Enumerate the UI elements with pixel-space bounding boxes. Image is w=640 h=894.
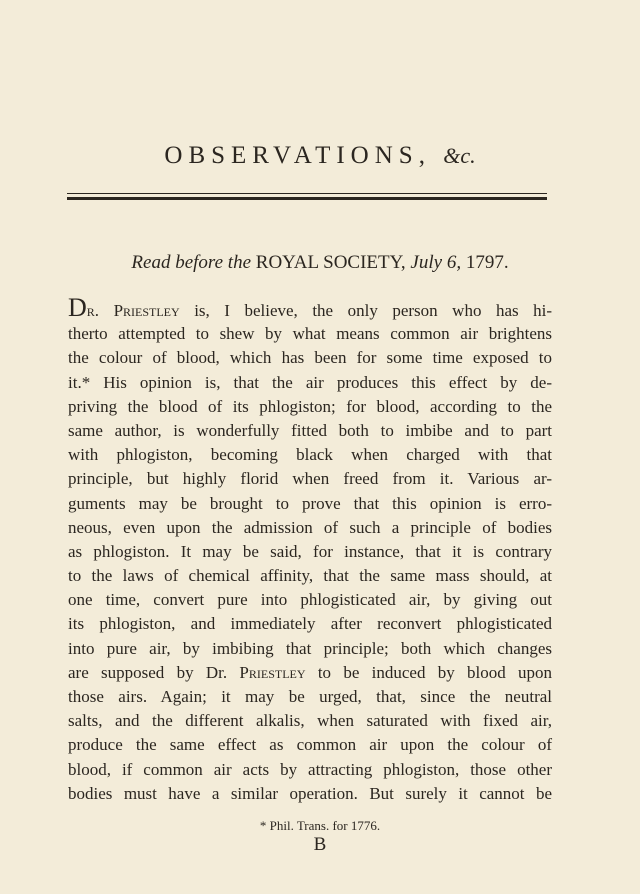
society-name: ROYAL SOCIETY,	[255, 252, 406, 273]
name-priestley: Priestley	[113, 301, 180, 320]
text-line: neous, even upon the admission of such a principle of bodies	[68, 517, 552, 537]
text-line: bodies must have a similar operation. But surely it cannot be	[68, 783, 552, 803]
footnote: * Phil. Trans. for 1776.	[259, 818, 381, 833]
text-line: into pure air, by imbibing that principle; both which changes	[68, 638, 552, 658]
text-line: same author, is wonderfully fitted both to imbibe and to part	[68, 420, 552, 440]
text-line: the colour of blood, which has been for some time exposed to	[68, 348, 552, 368]
body-paragraph	[68, 293, 553, 806]
signature-mark: B	[313, 834, 327, 855]
text-line: one time, convert pure into phlogisticated air, by giving out	[68, 590, 552, 610]
read-date: July 6,	[410, 252, 462, 273]
text-line: its phlogiston, and immediately after reconvert phlogisticated	[68, 614, 552, 634]
text-line-1	[68, 293, 553, 322]
text-line: as phlogiston. It may be said, for instance, that it is contrary	[68, 541, 552, 561]
title-text: OBSERVATIONS,	[164, 142, 431, 169]
text-line: produce the same effect as common air upon the colour of	[68, 735, 552, 755]
text-line: priving the blood of its phlogiston; for blood, according to the	[68, 396, 552, 416]
text-line: therto attempted to shew by what means common air brightens	[68, 324, 552, 344]
text-line: to the laws of chemical affinity, that the same mass should, at	[68, 566, 552, 586]
text-line: guments may be brought to prove that this opinion is erro-	[68, 493, 552, 513]
line-1-rest: is, I believe, the only person who has hi-	[194, 301, 553, 320]
text-line: blood, if common air acts by attracting phlogiston, those other	[68, 759, 552, 779]
drop-cap-rest: r.	[86, 301, 100, 320]
text-line: it.* His opinion is, that the air produces this effect by de-	[68, 372, 552, 392]
text-line: those airs. Again; it may be urged, that, since the neutral	[68, 687, 552, 706]
read-before-line	[0, 252, 640, 274]
priestley-line-before: are supposed by Dr.	[68, 662, 228, 682]
name-priestley-2: Priestley	[239, 662, 306, 682]
title-rule-thick	[67, 197, 547, 200]
text-line: salts, and the different alkalis, when saturated with fixed air,	[68, 711, 552, 731]
drop-cap: D	[68, 293, 87, 322]
title-etc: &c.	[443, 143, 476, 168]
read-year: 1797.	[465, 252, 509, 273]
title-rule-thin	[67, 193, 547, 194]
page-title	[0, 142, 640, 170]
text-line-priestley	[68, 661, 552, 685]
text-line: principle, but highly florid when freed from it. Various ar-	[68, 469, 552, 489]
text-line: with phlogiston, becoming black when charged with that	[68, 445, 552, 465]
read-prefix: Read before the	[131, 252, 252, 273]
priestley-line-after: to be induced by blood upon	[317, 662, 553, 682]
